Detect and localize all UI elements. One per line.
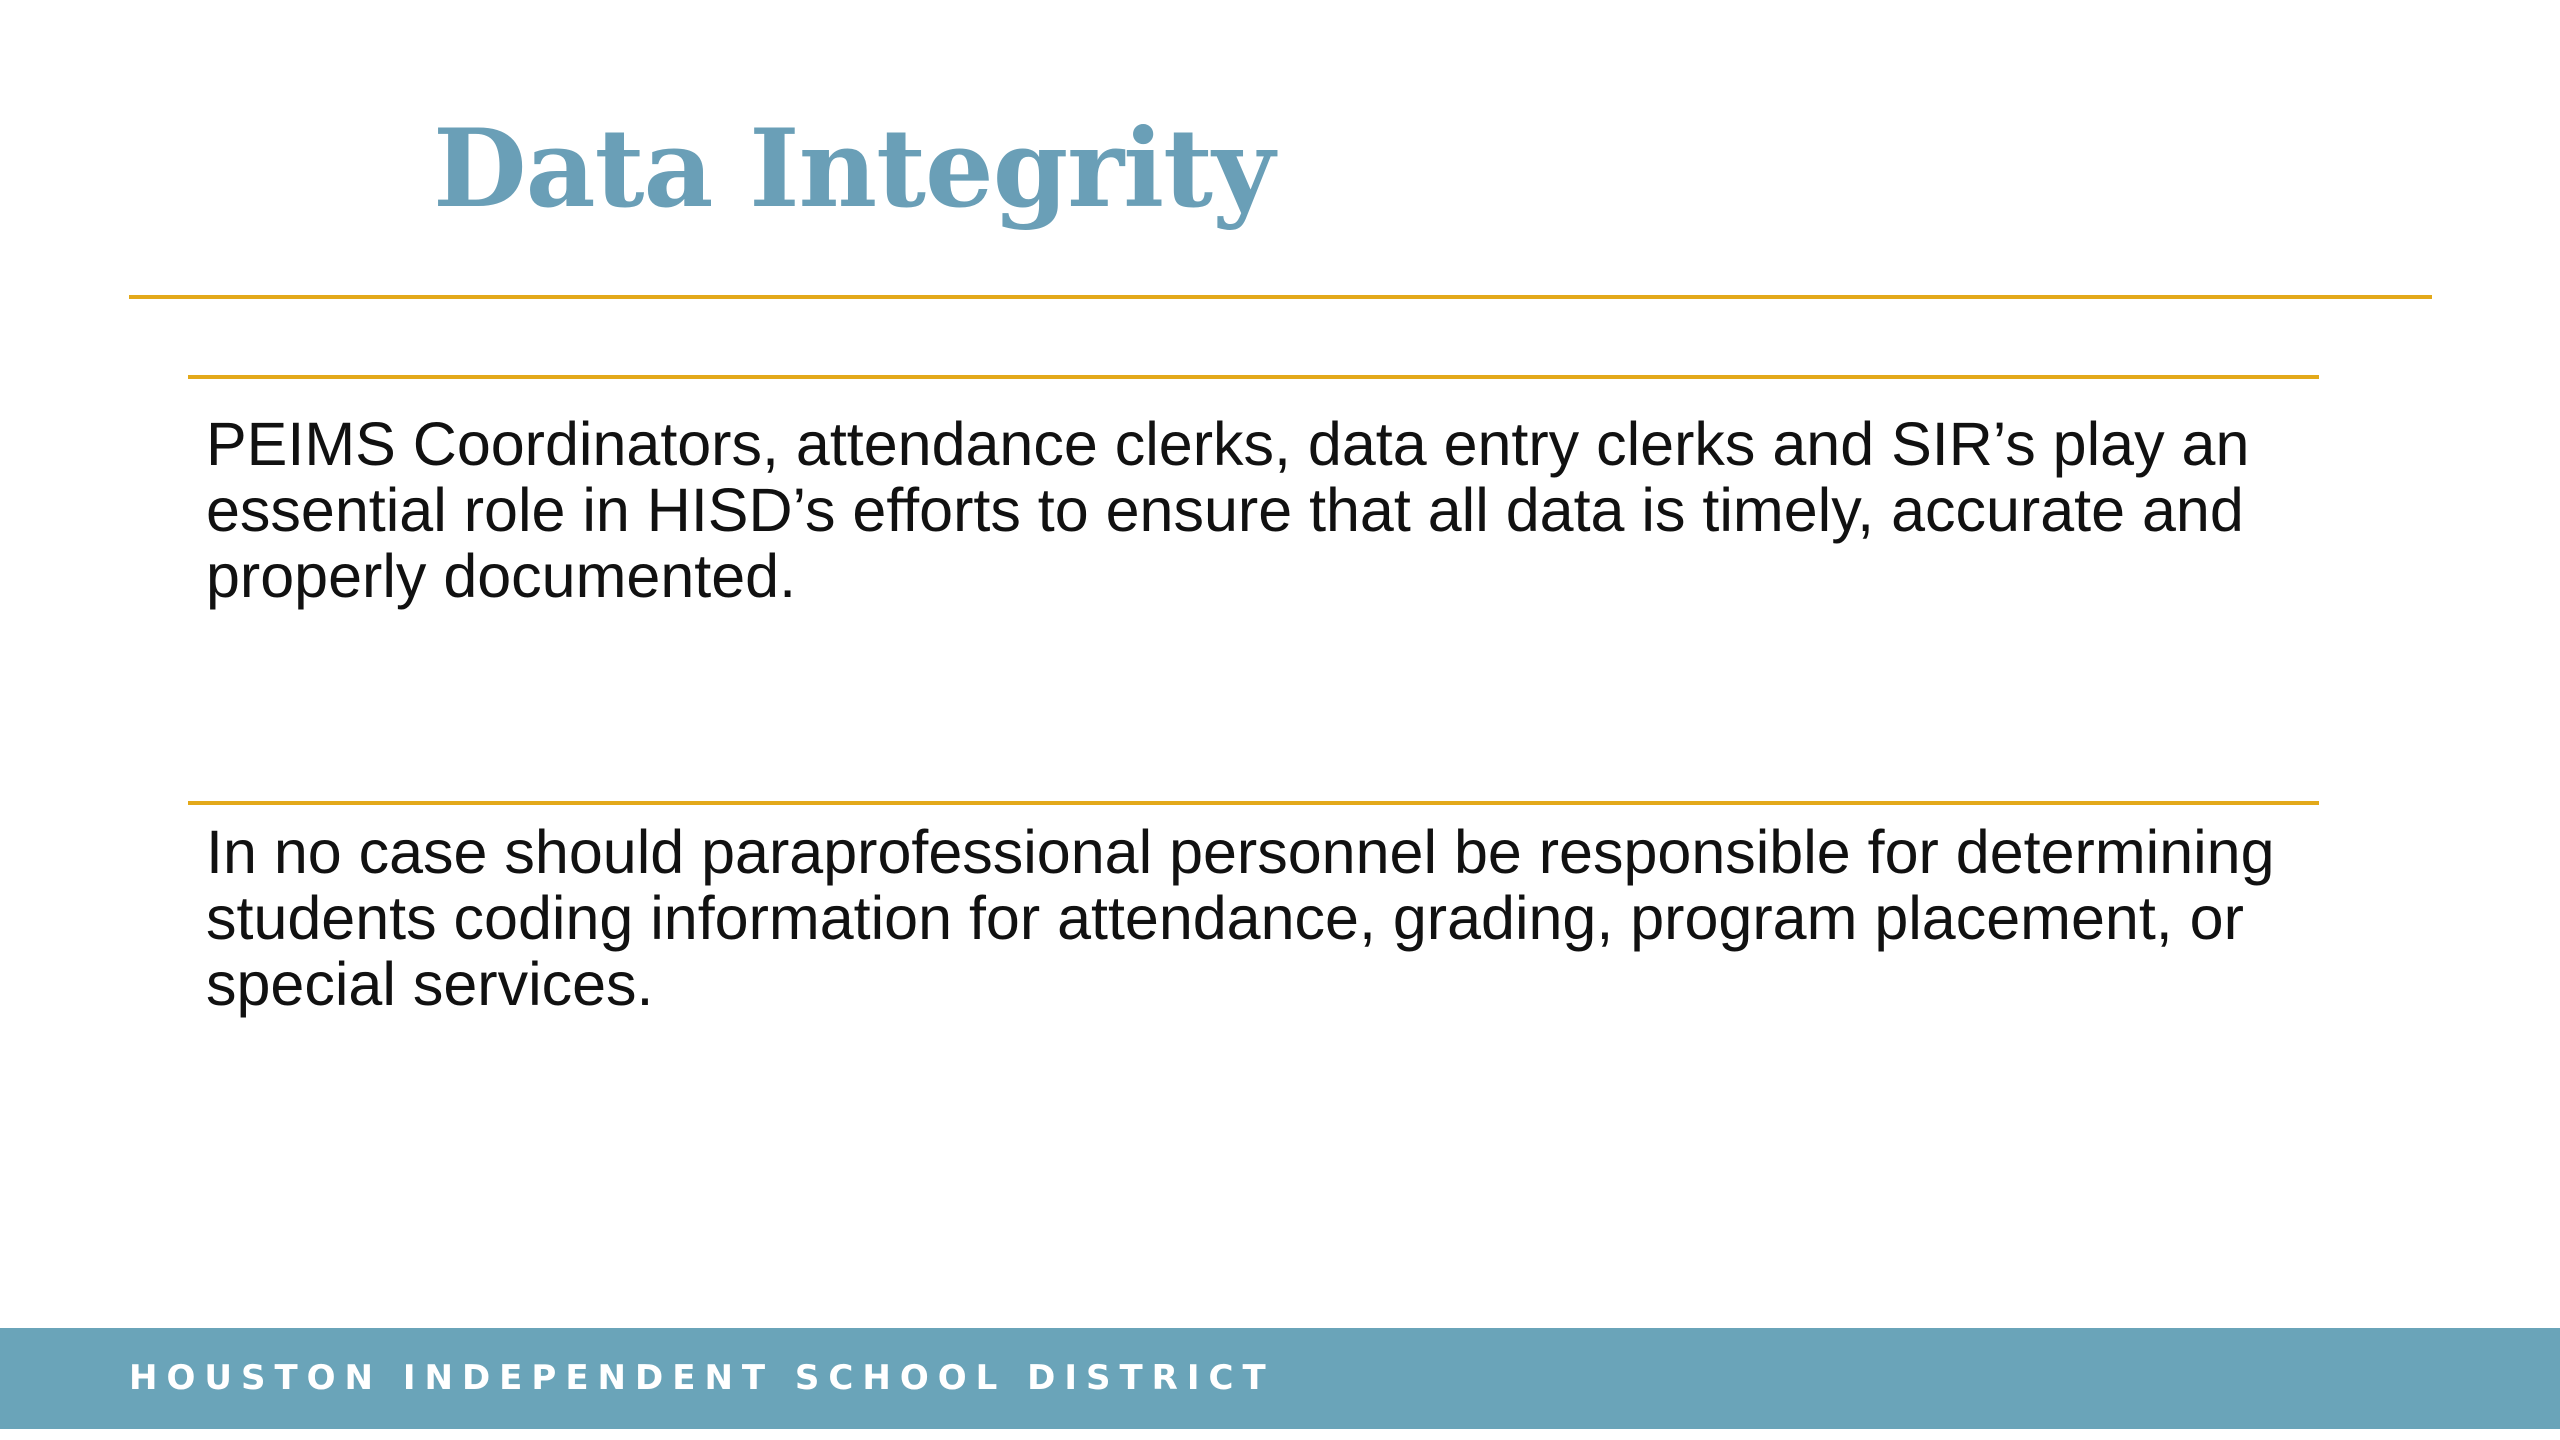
body-paragraph-2: In no case should paraprofessional personnel be responsible for determining students coding information for attendance, grading, program placement, or special services. [206,818,2275,1018]
footer-band [0,1328,2560,1429]
block-1-divider [188,375,2319,379]
body-paragraph-1: PEIMS Coordinators, attendance clerks, data entry clerks and SIR’s play an essential role in HISD’s efforts to ensure that all data is timely, accurate and properly documented. [206,410,2250,610]
block-2-divider [188,801,2319,805]
slide-title: Data Integrity [433,106,1274,232]
title-divider [129,295,2432,299]
footer-organization-name: HOUSTON INDEPENDENT SCHOOL DISTRICT [129,1358,1275,1398]
